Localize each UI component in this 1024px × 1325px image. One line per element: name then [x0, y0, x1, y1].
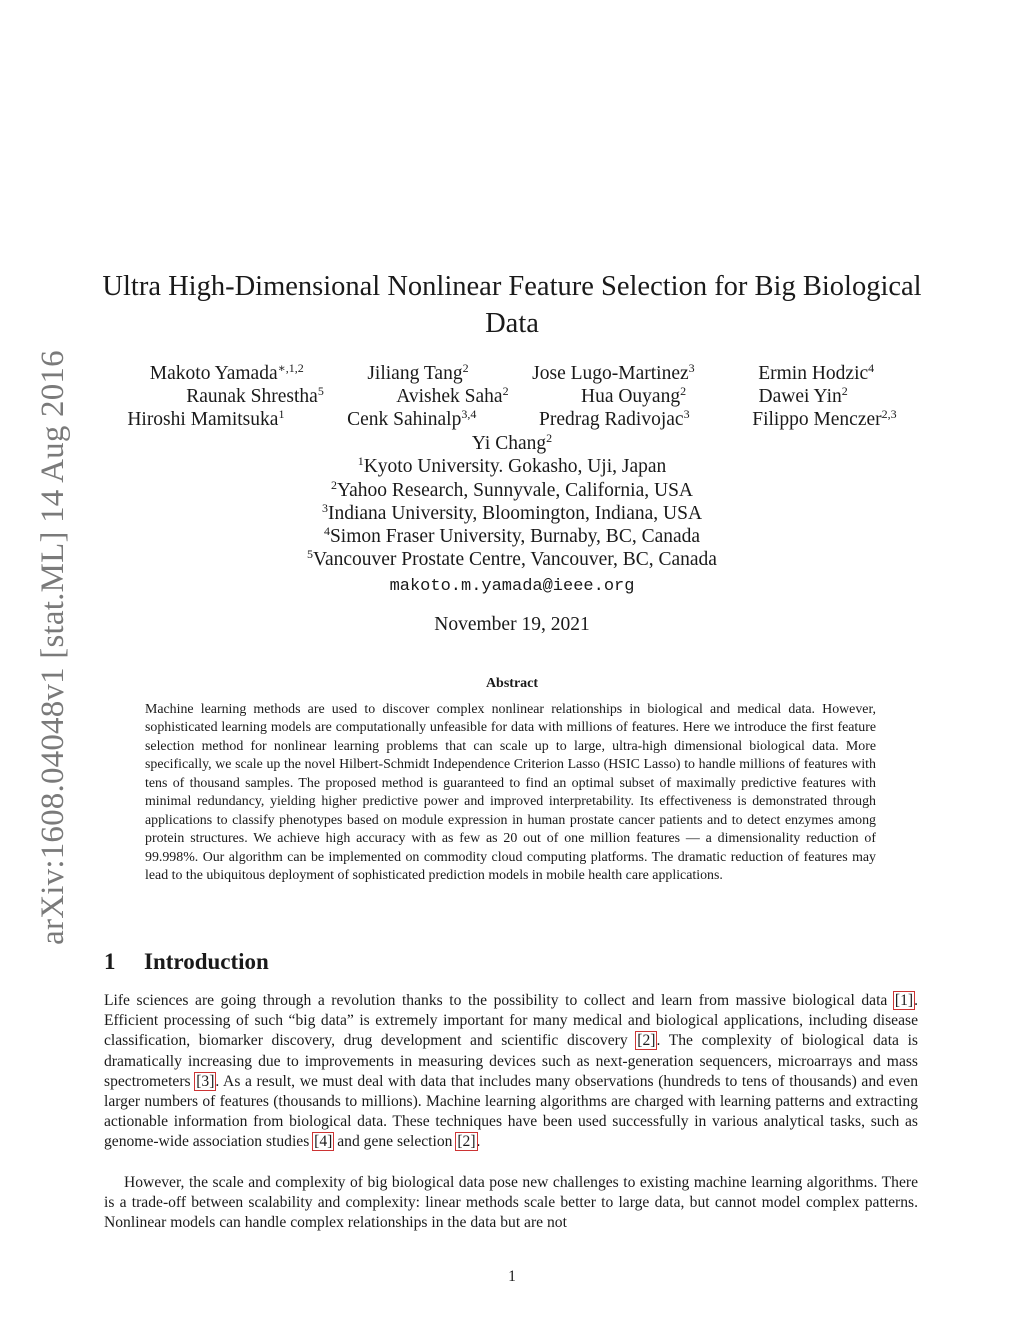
affiliation-1: $^1$Kyoto University. Gokasho, Uji, Japan: [357, 454, 667, 477]
citation-link-2[interactable]: [2]: [637, 1032, 656, 1050]
affiliation-4: $^4$Simon Fraser University, Burnaby, BC, Canada: [323, 524, 701, 547]
citation-link-1[interactable]: [1]: [894, 992, 914, 1009]
section-heading-introduction: [104, 949, 269, 975]
section-title: Introduction: [144, 949, 269, 974]
intro-paragraph-1: Life sciences are going through a revolution thanks to the possibility to collect and learn from massive biological data [1]. Efficient processing of such “big data” is extremely important for many medical and biological applications, including disease classification, biomarker discovery, drug development and scientific discovery [2]. The complexity of biological data is dramatically increasing due to improvements in measuring devices such as next-generation sequencers, microarrays and mass spectrometers [3]. As a result, we must deal with data that includes many observations (hundreds to tens of thousands) and even larger numbers of features (thousands to millions). Machine learning algorithms are charged with learning patterns and extracting actionable information from biological data. These techniques have been used successfully in various analytical tasks, such as genome-wide association studies [4] and gene selection [2].: [104, 992, 918, 1151]
author: Ermin Hodzic$^4$: [758, 361, 875, 384]
affiliation-2: $^2$Yahoo Research, Sunnyvale, California, USA: [330, 478, 693, 501]
author-row-2: [150, 385, 884, 409]
affiliation-5: $^5$Vancouver Prostate Centre, Vancouver, BC, Canada: [307, 547, 717, 570]
author-row-1: [118, 362, 906, 386]
author: Avishek Saha$^2$: [396, 384, 509, 407]
author: Jose Lugo-Martinez$^3$: [532, 361, 695, 384]
author: Filippo Menczer$^{2,3}$: [752, 407, 897, 430]
author: Makoto Yamada$^{∗,1,2}$: [149, 361, 304, 384]
paper-title: Ultra High-Dimensional Nonlinear Feature Selection for Big Biological Data: [102, 271, 922, 339]
arxiv-identifier-stamp: arXiv:1608.04048v1 [stat.ML] 14 Aug 2016: [35, 350, 71, 945]
author: Yi Chang$^2$: [471, 431, 553, 454]
citation-link-2[interactable]: [2]: [457, 1133, 476, 1151]
author: Predrag Radivojac$^3$: [539, 407, 690, 430]
author: Dawei Yin$^2$: [758, 384, 848, 407]
author: Hiroshi Mamitsuka$^1$: [127, 407, 285, 430]
author: Cenk Sahinalp$^{3,4}$: [347, 407, 477, 430]
citation-link-3[interactable]: [3]: [196, 1072, 215, 1090]
abstract-text: Machine learning methods are used to discover complex nonlinear relationships in biological and medical data. However, sophisticated learning models are computationally unfeasible for data with millions of features. Here we introduce the first feature selection method for nonlinear learning problems that can scale up to large, ultra-high dimensional biological data. More specifically, we scale up the novel Hilbert-Schmidt Independence Criterion Lasso (HSIC Lasso) to handle millions of features with tens of thousand samples. The proposed method is guaranteed to find an optimal subset of maximally predictive features with minimal redundancy, yielding higher predictive power and improved interpretability. Its effectiveness is demonstrated through applications to classify phenotypes based on module expression in human prostate cancer patients and to detect enzymes among protein structures. We achieve high accuracy with as few as 20 out of one million features — a dimensionality reduction of 99.998%. Our algorithm can be implemented on commodity cloud computing platforms. The dramatic reduction of features may lead to the ubiquitous deployment of sophisticated prediction models in mobile health care applications.: [145, 702, 876, 884]
paper-date: November 19, 2021: [434, 614, 590, 635]
section-number: 1: [104, 949, 116, 974]
citation-link-4[interactable]: [4]: [314, 1133, 333, 1151]
affiliation-3: $^3$Indiana University, Bloomington, Indiana, USA: [321, 501, 703, 524]
contact-email: [96, 573, 928, 599]
abstract-heading: Abstract: [485, 676, 539, 691]
intro-paragraph-2: However, the scale and complexity of big biological data pose new challenges to existing machine learning algorithms. There is a trade-off between scalability and complexity: linear methods scale better to large data, but cannot model complex patterns. Nonlinear models can handle complex relationships in the data but are not: [104, 1174, 918, 1232]
author: Jiliang Tang$^2$: [367, 361, 469, 384]
email-address: makoto.m.yamada@ieee.org: [389, 577, 635, 596]
author-row-3: [96, 408, 928, 432]
author: Raunak Shrestha$^5$: [186, 384, 324, 407]
author-row-4: [96, 432, 928, 456]
page-number: 1: [508, 1268, 516, 1285]
author: Hua Ouyang$^2$: [580, 384, 687, 407]
